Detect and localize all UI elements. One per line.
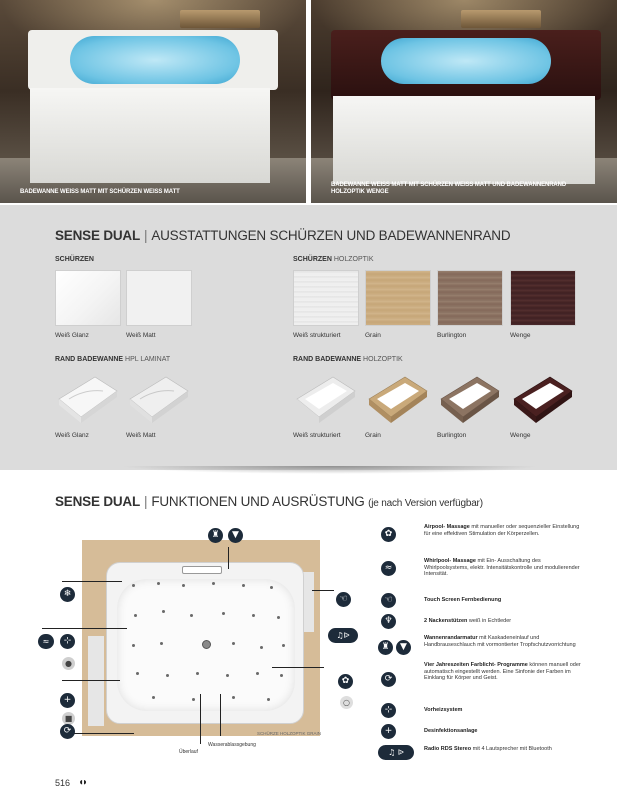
overflow-label: Überlauf <box>179 749 198 755</box>
rim-wood-heading: RAND BADEWANNE HOLZOPTIK <box>293 356 403 363</box>
rim-sample-white-matt <box>126 369 192 427</box>
rim-sample-white-structured <box>293 369 359 427</box>
whirlpool-icon: ⟳ <box>60 724 75 739</box>
swatch-apron-white-matt <box>126 270 192 326</box>
rim-sample-grain <box>365 369 431 427</box>
swatch-apron-burlington <box>437 270 503 326</box>
photo-caption: BADEWANNE WEISS MATT MIT SCHÜRZEN WEISS MATT <box>20 189 180 195</box>
rim-label: Grain <box>365 432 381 439</box>
section-heading-functions: SENSE DUAL | FUNKTIONEN UND AUSRÜSTUNG (je nach Version verfügbar) <box>55 494 483 509</box>
feature-faucet: Wannenrandarmatur mit Kaskadeneinlauf und Handbrauseschlauch mit vormontierter Tropfschutzvorrichtung <box>424 635 576 648</box>
feature-radio: Radio RDS Stereo mit 4 Lautsprecher mit Bluetooth <box>424 746 552 752</box>
list-touch-icon: ☜ <box>381 593 396 608</box>
plan-caption: SCHÜRZE HOLZOPTIK GRAIN <box>257 731 322 736</box>
drain <box>202 640 211 649</box>
jets-icon: ≈ <box>38 634 54 649</box>
aprons-heading: SCHÜRZEN <box>55 256 94 263</box>
list-disinfection-icon: + <box>381 724 396 739</box>
feature-headrest: 2 Nackenstützen weiß in Echtleder <box>424 618 512 624</box>
list-heater-icon: ⊹ <box>381 703 396 718</box>
swatch-label: Weiß Glanz <box>55 332 89 339</box>
rim-label: Weiß strukturiert <box>293 432 341 439</box>
feature-touch: Touch Screen Fernbedienung <box>424 597 502 603</box>
swatch-apron-wenge <box>510 270 576 326</box>
rim-hpl-heading: RAND BADEWANNE HPL LAMINAT <box>55 356 171 363</box>
feature-airpool: Airpool- Massage mit manueller oder sequenzieller Einstellung für eine effektiven Stimulation der Körperzellen. <box>424 524 580 537</box>
brand-logo: ◖◗ <box>78 777 87 788</box>
faucet-fixture <box>182 566 222 574</box>
swatch-apron-grain <box>365 270 431 326</box>
heater-icon: ⊹ <box>60 634 75 649</box>
photo-wood-rim <box>311 0 617 203</box>
rim-label: Weiß Matt <box>126 432 156 439</box>
radio-icon: ♫ᐉ <box>328 628 358 643</box>
list-headrest-icon: ♆ <box>381 614 396 629</box>
feature-heater: Vorheizsystem <box>424 707 463 713</box>
rim-sample-wenge <box>510 369 576 427</box>
swatch-label: Wenge <box>510 332 531 339</box>
feature-light: Vier Jahreszeiten Farblicht- Programme können manuell oder automatisch eingestellt werden. Eine Sinfonie der Farben im Einklang für Körper und Geist. <box>424 662 581 682</box>
drain-label: Wasserablassgebung <box>208 742 256 748</box>
rim-sample-burlington <box>437 369 503 427</box>
photo-white-apron <box>0 0 306 203</box>
list-light-icon: ⟳ <box>381 672 396 687</box>
rim-label: Weiß Glanz <box>55 432 89 439</box>
rim-label: Burlington <box>437 432 467 439</box>
swatch-apron-white-structured <box>293 270 359 326</box>
rim-label: Wenge <box>510 432 531 439</box>
list-jets-icon: ✿ <box>381 527 396 542</box>
swatch-label: Weiß Matt <box>126 332 156 339</box>
touch-icon: ☜ <box>336 592 351 607</box>
light-icon: ❄ <box>60 587 75 602</box>
headrest-icon: ✿ <box>338 674 353 689</box>
section-heading-equipment: SENSE DUAL | AUSSTATTUNGEN SCHÜRZEN UND BADEWANNENRAND <box>55 228 511 243</box>
swatch-label: Weiß strukturiert <box>293 332 341 339</box>
list-radio-icon: ♫ ᐉ <box>378 745 414 760</box>
list-faucet-icon: ♜ <box>378 640 393 655</box>
rim-sample-white-gloss <box>55 369 121 427</box>
faucet-icon: ♜ <box>208 528 223 543</box>
touch-remote-icon: ● <box>62 657 75 670</box>
list-shower-icon: ▼ <box>396 640 411 655</box>
sensor-icon: ■ <box>62 712 75 725</box>
bathtub-top-view <box>62 522 332 740</box>
swatch-label: Burlington <box>437 332 467 339</box>
feature-disinfection: Desinfektionsanlage <box>424 728 478 734</box>
disinfection-icon: + <box>60 693 75 708</box>
swatch-label: Grain <box>365 332 381 339</box>
shower-icon: ▼ <box>228 528 243 543</box>
swatch-apron-white-gloss <box>55 270 121 326</box>
list-whirlpool-icon: ≈ <box>381 561 396 576</box>
aprons-wood-heading: SCHÜRZEN HOLZOPTIK <box>293 256 374 263</box>
page-number: 516 <box>55 778 71 788</box>
photo-caption: BADEWANNE WEISS MATT MIT SCHÜRZEN WEISS MATT UND BADEWANNENRAND HOLZOPTIK WENGE <box>331 182 567 195</box>
pillow-icon: ○ <box>340 696 353 709</box>
feature-whirlpool: Whirlpool- Massage mit Ein- Ausschaltung des Whirlpoolsystems, elektr. Intensitätskontrolle und modulierender Intensität. <box>424 558 580 578</box>
